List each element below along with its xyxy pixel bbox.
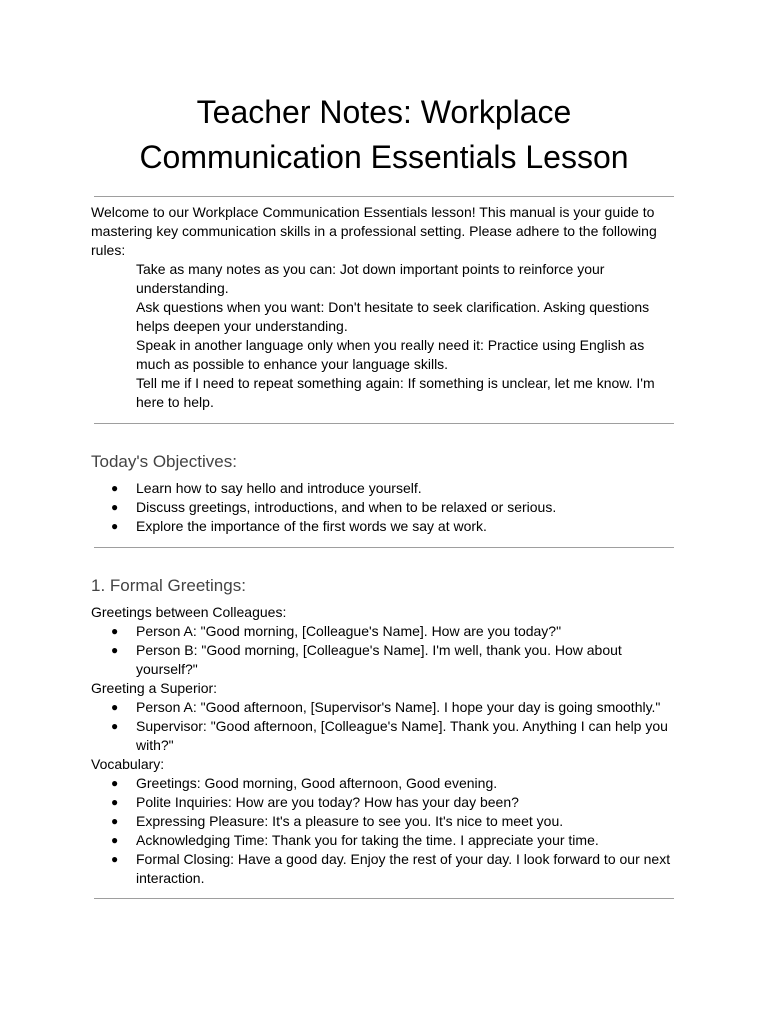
formal-greetings-section — [91, 603, 681, 888]
list-item: ● Acknowledging Time: Thank you for taking the time. I appreciate your time. — [111, 832, 599, 848]
list-item: ● Expressing Pleasure: It's a pleasure to see you. It's nice to meet you. — [111, 813, 564, 829]
divider — [94, 898, 674, 899]
list-item: ● Person A: "Good afternoon, [Supervisor's Name]. I hope your day is going smoothly." — [111, 699, 661, 715]
bullet-icon: ● — [111, 776, 119, 790]
divider — [94, 423, 674, 424]
superior-label: Greeting a Superior: — [91, 680, 218, 696]
objectives-section — [91, 479, 681, 536]
divider — [94, 196, 674, 197]
bullet-icon: ● — [111, 643, 119, 657]
vocabulary-label: Vocabulary: — [91, 756, 165, 772]
bullet-icon: ● — [111, 795, 119, 809]
colleagues-label: Greetings between Colleagues: — [91, 604, 287, 620]
colleagues-list — [91, 622, 681, 679]
page-title — [0, 90, 768, 180]
intro-section — [91, 203, 681, 412]
list-item: ● Learn how to say hello and introduce yourself. — [111, 480, 422, 496]
rule-item: Speak in another language only when you really need it: Practice using English as much as possible to enhance your language skills. — [136, 337, 645, 372]
bullet-icon: ● — [111, 519, 119, 533]
list-item: ● Supervisor: "Good afternoon, [Colleague's Name]. Thank you. Anything I can help you with?" — [111, 718, 668, 753]
bullet-icon: ● — [111, 700, 119, 714]
list-item: ● Discuss greetings, introductions, and when to be relaxed or serious. — [111, 499, 557, 515]
bullet-icon: ● — [111, 814, 119, 828]
title-line-1: Teacher Notes: Workplace — [196, 94, 572, 130]
bullet-icon: ● — [111, 481, 119, 495]
rule-item: Tell me if I need to repeat something again: If something is unclear, let me know. I'm here to help. — [136, 375, 655, 410]
formal-greetings-heading: 1. Formal Greetings: — [91, 576, 246, 595]
list-item: ● Greetings: Good morning, Good afternoon, Good evening. — [111, 775, 498, 791]
superior-list — [91, 698, 681, 755]
objectives-list — [91, 479, 681, 536]
vocabulary-list — [91, 774, 681, 888]
list-item: ● Explore the importance of the first words we say at work. — [111, 518, 487, 534]
rule-item: Take as many notes as you can: Jot down important points to reinforce your understanding. — [136, 261, 605, 296]
intro-paragraph: Welcome to our Workplace Communication Essentials lesson! This manual is your guide to mastering key communication skills in a professional setting. Please adhere to the following rules: — [91, 204, 657, 258]
list-item: ● Person A: "Good morning, [Colleague's Name]. How are you today?" — [111, 623, 562, 639]
bullet-icon: ● — [111, 852, 119, 866]
title-line-2: Communication Essentials Lesson — [139, 139, 629, 175]
list-item: ● Person B: "Good morning, [Colleague's Name]. I'm well, thank you. How about yourself?" — [111, 642, 622, 677]
objectives-heading: Today's Objectives: — [91, 452, 237, 471]
bullet-icon: ● — [111, 624, 119, 638]
rule-item: Ask questions when you want: Don't hesitate to seek clarification. Asking questions helps deepen your understanding. — [136, 299, 650, 334]
bullet-icon: ● — [111, 833, 119, 847]
divider — [94, 547, 674, 548]
bullet-icon: ● — [111, 719, 119, 733]
bullet-icon: ● — [111, 500, 119, 514]
list-item: ● Polite Inquiries: How are you today? How has your day been? — [111, 794, 519, 810]
rules-list — [91, 260, 681, 412]
list-item: ● Formal Closing: Have a good day. Enjoy the rest of your day. I look forward to our next interaction. — [111, 851, 671, 886]
